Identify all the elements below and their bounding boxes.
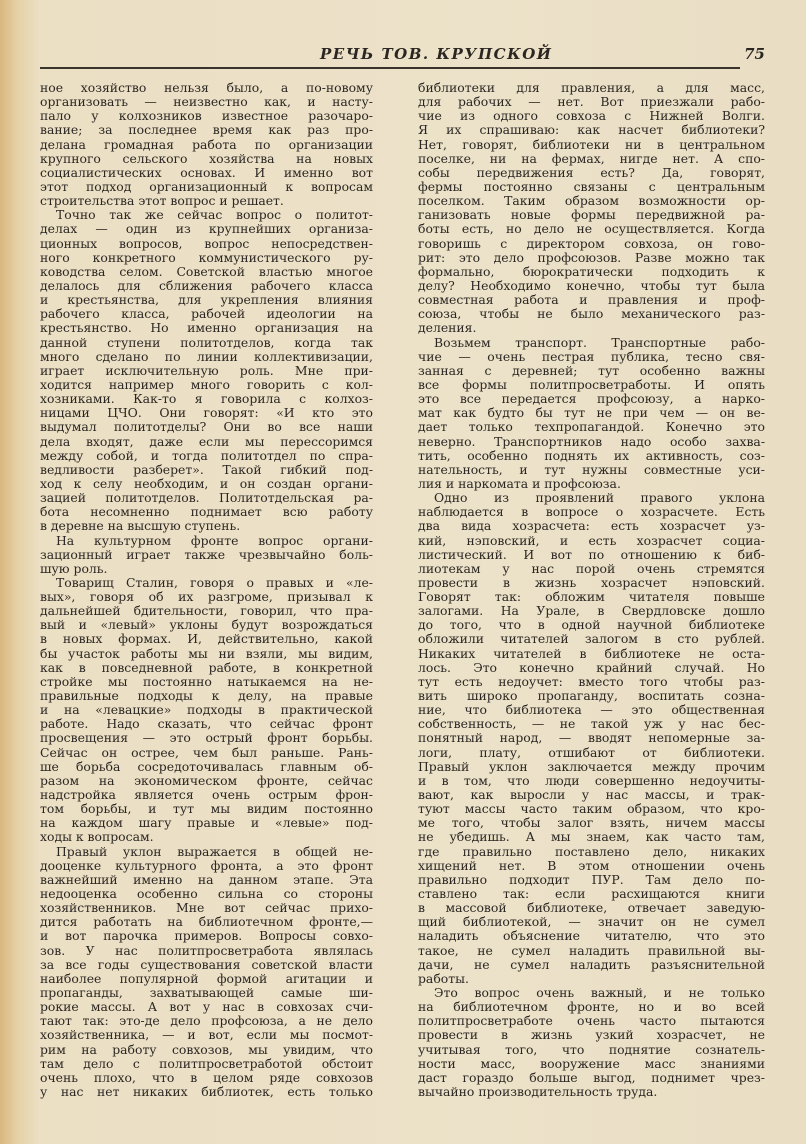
text-line: вычайно производительность труда. [418, 1084, 658, 1099]
text-line: кий, нэповский, и есть хозрасчет социа- [418, 533, 765, 548]
text-line: крестьянство. Но именно организация на [40, 321, 373, 336]
header-rule [40, 67, 740, 69]
text-line: Это вопрос очень важный, и не только [434, 986, 765, 1000]
running-title: РЕЧЬ ТОВ. КРУПСКОЙ [320, 45, 553, 63]
text-line: данной ступени политотделов, когда так [40, 335, 373, 350]
text-line: Я их спрашиваю: как насчет библиотеки? [418, 123, 765, 138]
text-line: разом на экономическом фронте, сейчас [40, 773, 373, 788]
text-line: дальнейшей бдительности, говорил, что пра- [40, 604, 373, 619]
text-line: логи, плату, отшибают от библиотеки. [418, 745, 765, 760]
text-line: союза, чтобы не было механического раз- [418, 307, 765, 322]
text-line: за все годы существования советской власти [40, 957, 373, 972]
text-line: в деревне на высшую ступень. [40, 519, 241, 534]
text-line: формально, бюрократически подходить к [418, 264, 765, 279]
text-line: наиболее популярной формой агитации и [40, 971, 373, 986]
text-line: рокие массы. А вот у нас в совхозах счи- [40, 1000, 373, 1015]
text-line: даст гораздо больше выгод, поднимет чрез- [418, 1070, 765, 1085]
text-line: ности масс, вооружение масс знаниями [418, 1056, 765, 1071]
text-line: чие из одного совхоза с Нижней Волги. [418, 109, 765, 124]
paragraph [40, 845, 373, 1100]
text-line: очень плохо, что в целом ряде совхозов [40, 1070, 373, 1085]
text-line: Правый уклон выражается в общей не- [56, 844, 373, 859]
text-line: много сделано по линии коллективизации, [40, 349, 373, 364]
text-line: вают, как выросли у нас массы, и трак- [418, 788, 765, 803]
text-line: правильные подходы к делу, на правые [40, 689, 373, 704]
text-line: делу? Необходимо конечно, чтобы тут была [418, 278, 765, 293]
text-line: вить широко пропаганду, воспитать созна- [418, 689, 765, 704]
text-line: ходы к вопросам. [40, 830, 154, 845]
text-line: дела входят, даже если мы перессоримся [40, 434, 373, 449]
text-line: вание; за последнее время как раз про- [40, 123, 373, 138]
text-line: этот подход организационный к вопросам [40, 179, 373, 194]
text-line: организовать — неизвестно как, и насту- [40, 95, 373, 110]
text-line: пропаганды, захватывающей самые ши- [40, 986, 373, 1000]
paragraph [418, 491, 765, 986]
text-line: рим на работу совхозов, мы увидим, что [40, 1042, 373, 1057]
text-line: туют массы часто таким образом, что кро- [418, 802, 765, 817]
text-line: не убедишь. А мы знаем, как часто там, [418, 830, 765, 845]
right-column [418, 81, 765, 1099]
text-line: дооценке культурного фронта, а это фронт [40, 858, 373, 873]
text-line: лось. Это конечно крайний случай. Но [418, 660, 765, 675]
text-line: На культурном фронте вопрос органи- [56, 533, 373, 548]
text-line: учитывая того, что поднятие сознатель- [418, 1042, 765, 1057]
text-line: играет исключительную роль. Мне при- [40, 363, 373, 378]
text-line: социалистических основах. И именно вот [40, 165, 373, 180]
text-line: и крестьянства, для укрепления влияния [40, 293, 373, 308]
text-line: фермы постоянно связаны с центральным [418, 179, 765, 194]
text-line: Одно из проявлений правого уклона [434, 491, 765, 506]
text-line: тут есть недоучет: вместо того чтобы раз- [418, 674, 765, 689]
text-line: ме того, чтобы залог взять, ничем массы [418, 816, 765, 831]
paragraph [418, 81, 765, 336]
text-line: том борьбы, и тут мы видим постоянно [40, 802, 373, 817]
text-line: в новых формах. И, действительно, какой [40, 632, 373, 647]
text-line: ционных вопросов, вопрос непосредствен- [40, 236, 373, 251]
text-line: лия и наркомата и профсоюза. [418, 476, 621, 491]
text-line: работы. [418, 971, 469, 986]
text-line: зационный играет также чрезвычайно боль- [40, 547, 373, 562]
text-line: дает только техпропагандой. Конечно это [418, 420, 765, 435]
text-line: Возьмем транспорт. Транспортные рабо- [434, 335, 765, 350]
text-line: поселке, ни на фермах, нигде нет. А спо- [418, 151, 765, 166]
text-line: выдумал политотделы? Они во все наши [40, 420, 373, 435]
paragraph [40, 576, 373, 845]
text-line: деления. [418, 321, 477, 336]
text-line: ного конкретного коммунистического ру- [40, 250, 373, 265]
paragraph [40, 534, 373, 576]
text-line: Сейчас он острее, чем был раньше. Рань- [40, 745, 373, 760]
text-line: для рабочих — нет. Вот приезжали рабо- [418, 95, 765, 110]
text-line: до того, что в одной научной библиотеке [418, 618, 765, 633]
text-line: наладить объяснение читателю, что это [418, 929, 765, 944]
text-line: ставлено так: если расхищаются книги [418, 887, 765, 902]
text-line: два вида хозрасчета: есть хозрасчет уз- [418, 519, 765, 534]
text-line: библиотеки для правления, а для масс, [418, 81, 765, 95]
text-line: пало у колхозников известное разочаро- [40, 109, 373, 124]
text-line: хозяйственников. Мне вот сейчас прихо- [40, 901, 373, 916]
text-line: рит: это дело профсоюзов. Разве можно так [418, 250, 765, 265]
text-line: хозяйственника, — и вот, если мы посмот- [40, 1028, 373, 1043]
text-line: крупного сельского хозяйства на новых [40, 151, 373, 166]
text-line: собственность, — не такой уж у нас бес- [418, 717, 765, 732]
text-line: обложили читателей залогом в сто рублей. [418, 632, 765, 647]
text-line: ход к селу необходим, и он создан органи- [40, 476, 373, 491]
text-line: там дело с политпросветработой обстоит [40, 1056, 373, 1071]
text-line: на библиотечном фронте, но и во всей [418, 1000, 765, 1015]
text-line: лиотекам у нас порой очень стремятся [418, 561, 765, 576]
text-line: рабочего класса, рабочей идеологии на [40, 307, 373, 322]
paragraph [40, 208, 373, 533]
text-line: просвещения — это острый фронт борьбы. [40, 731, 373, 746]
text-line: дачи, не сумел наладить разъяснительной [418, 957, 765, 972]
text-line: провести в жизнь хозрасчет нэповский. [418, 575, 765, 590]
text-line: строительства этот вопрос и решает. [40, 194, 284, 209]
text-line: бота несомненно поднимает всю работу [40, 505, 373, 520]
text-line: дится работать на библиотечном фронте,— [40, 915, 373, 930]
paragraph [40, 81, 373, 208]
text-line: как в повседневной работе, в конкретной [40, 660, 373, 675]
text-line: поселком. Таким образом возможности ор- [418, 194, 765, 209]
text-line: надстройка является очень острым фрон- [40, 788, 373, 803]
text-line: зов. У нас политпросветработа являлась [40, 943, 373, 958]
text-line: и на «левацкие» подходы в практической [40, 703, 373, 718]
text-line: говоришь с директором совхоза, он гово- [418, 236, 765, 251]
text-line: это все передается профсоюзу, а нарко- [418, 392, 765, 407]
text-line: хищений нет. В этом отношении очень [418, 858, 765, 873]
text-line: ницами ЦЧО. Они говорят: «И кто это [40, 406, 373, 421]
text-line: Говорят так: обложим читателя повыше [418, 590, 765, 605]
text-line: стройке мы постоянно натыкаемся на не- [40, 674, 373, 689]
text-line: Товарищ Сталин, говоря о правых и «ле- [56, 575, 373, 590]
text-line: зацией политотделов. Политотдельская ра- [40, 491, 373, 506]
text-line: где правильно поставлено дело, никаких [418, 844, 765, 859]
text-line: ше борьба сосредоточивалась главным об- [40, 759, 373, 774]
text-line: вый и «левый» уклоны будут возрождаться [40, 618, 373, 633]
text-line: Никаких читателей в библиотеке не оста- [418, 646, 765, 661]
text-line: шую роль. [40, 561, 108, 576]
text-line: занная с деревней; тут особенно важны [418, 363, 765, 378]
text-line: щий библиотекой, — значит он не сумел [418, 915, 765, 930]
text-line: вых», говоря об их разгроме, призывал к [40, 590, 373, 605]
text-line: делах — один из крупнейших организа- [40, 222, 373, 237]
text-line: политпросветработе очень часто пытаются [418, 1014, 765, 1029]
page-number: 75 [744, 45, 765, 63]
text-line: ведливости разберет». Такой гибкий под- [40, 462, 373, 477]
text-line: тают так: это-де дело профсоюза, а не дело [40, 1014, 373, 1029]
text-line: Правый уклон заключается между прочим [418, 759, 765, 774]
text-line: листический. И вот по отношению к биб- [418, 547, 765, 562]
text-line: такое, не сумел наладить правильной вы- [418, 943, 765, 958]
text-line: бы участок работы мы ни взяли, мы видим, [40, 646, 373, 661]
text-line: Нет, говорят, библиотеки ни в центральном [418, 137, 765, 152]
text-line: совместная работа и правления и проф- [418, 293, 765, 308]
text-line: все формы политпросветработы. И опять [418, 377, 765, 392]
text-line: в массовой библиотеке, отвечает заведую- [418, 901, 765, 916]
paragraph [418, 336, 765, 492]
paragraph [418, 986, 765, 1099]
text-line: и в том, что люди совершенно недоучиты- [418, 773, 765, 788]
text-line: мат как будто бы тут не при чем — он ве- [418, 406, 765, 421]
text-line: делана громадная работа по организации [40, 137, 373, 152]
text-line: работе. Надо сказать, что сейчас фронт [40, 717, 373, 732]
text-line: залогами. На Урале, в Свердловске дошло [418, 604, 765, 619]
text-line: важнейший именно на данном этапе. Эта [40, 872, 373, 887]
text-line: понятный народ, — вводят непомерные за- [418, 731, 765, 746]
text-line: на каждом шагу правые и «левые» под- [40, 816, 373, 831]
text-line: недооценка особенно сильна со стороны [40, 887, 373, 902]
text-line: и вот парочка примеров. Вопросы совхо- [40, 929, 373, 944]
text-line: тить, особенно поднять их активность, соз- [418, 448, 765, 463]
running-header [40, 45, 765, 67]
text-line: наблюдается в вопросе о хозрасчете. Есть [418, 505, 765, 520]
text-line: ходится например много говорить с кол- [40, 377, 373, 392]
text-line: собы передвижения есть? Да, говорят, [418, 165, 765, 180]
text-line: делалось для сближения рабочего класса [40, 278, 373, 293]
text-line: между собой, и тогда политотдел по спра- [40, 448, 373, 463]
text-line: ководства селом. Советской властью многое [40, 264, 373, 279]
text-line: правильно подходит ПУР. Там дело по- [418, 872, 765, 887]
text-line: чие — очень пестрая публика, тесно свя- [418, 349, 765, 364]
text-line: неверно. Транспортников надо особо захва- [418, 434, 765, 449]
text-line: боты есть, но дело не осуществляется. Когда [418, 222, 765, 237]
text-line: нательность, и тут нужны совместные уси- [418, 462, 765, 477]
text-line: ние, что библиотека — это общественная [418, 703, 765, 718]
left-column [40, 81, 373, 1099]
text-line: у нас нет никаких библиотек, есть только [40, 1084, 373, 1099]
text-line: ное хозяйство нельзя было, а по-новому [40, 81, 373, 95]
text-line: хозниками. Как-то я говорила с колхоз- [40, 392, 373, 407]
text-line: провести в жизнь узкий хозрасчет, не [418, 1028, 765, 1043]
text-line: ганизовать новые формы передвижной ра- [418, 208, 765, 223]
text-line: Точно так же сейчас вопрос о политот- [56, 208, 373, 223]
